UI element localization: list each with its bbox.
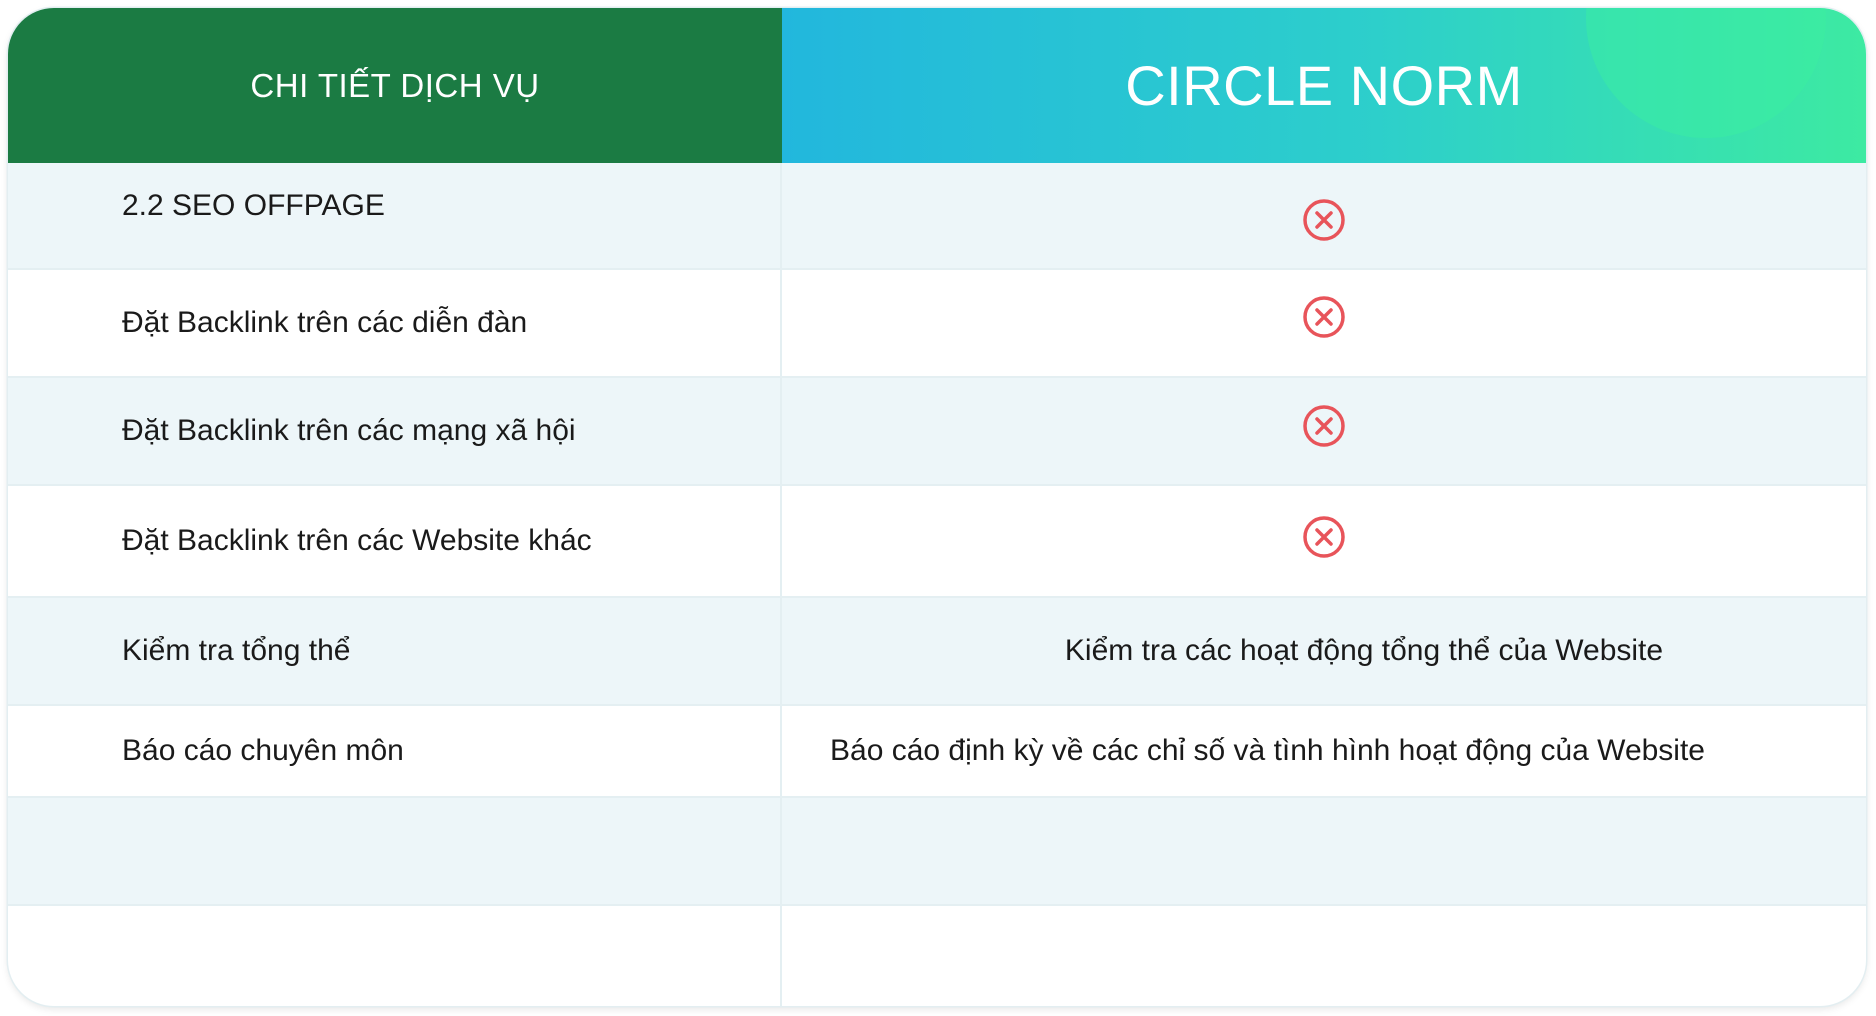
row-label: Đặt Backlink trên các Website khác	[8, 486, 782, 596]
header-right-title: CIRCLE NORM	[1125, 54, 1523, 117]
row-value	[782, 486, 1866, 596]
table-row	[8, 706, 1866, 798]
row-label: 2.2 SEO OFFPAGE	[8, 163, 782, 268]
row-value	[782, 378, 1866, 484]
row-label: Kiểm tra tổng thể	[8, 598, 782, 704]
header-service-details	[8, 8, 782, 163]
table-header	[8, 8, 1866, 163]
table-row	[8, 598, 1866, 706]
row-value	[782, 798, 1866, 904]
table-row	[8, 270, 1866, 378]
row-label: Đặt Backlink trên các diễn đàn	[8, 270, 782, 376]
row-value	[782, 270, 1866, 376]
row-label	[8, 906, 782, 1006]
table-row	[8, 798, 1866, 906]
decorative-circle	[1586, 8, 1826, 138]
row-value	[782, 906, 1866, 1006]
header-left-title: CHI TIẾT DỊCH VỤ	[250, 66, 540, 104]
row-label: Đặt Backlink trên các mạng xã hội	[8, 378, 782, 484]
table-row	[8, 163, 1866, 270]
comparison-table	[8, 8, 1866, 1006]
row-label	[8, 798, 782, 904]
row-value: Báo cáo định kỳ về các chỉ số và tình hình hoạt động của Website	[830, 734, 1705, 767]
row-value: Kiểm tra các hoạt động tổng thể của Website	[1064, 634, 1664, 667]
x-circle-icon	[1302, 295, 1346, 339]
table-row	[8, 486, 1866, 598]
row-value	[782, 163, 1866, 268]
x-circle-icon	[1302, 198, 1346, 242]
x-circle-icon	[1302, 404, 1346, 448]
table-row	[8, 906, 1866, 1006]
header-plan	[782, 8, 1866, 163]
table-body	[8, 163, 1866, 1006]
table-row	[8, 378, 1866, 486]
x-circle-icon	[1302, 515, 1346, 559]
row-label: Báo cáo chuyên môn	[8, 706, 782, 796]
